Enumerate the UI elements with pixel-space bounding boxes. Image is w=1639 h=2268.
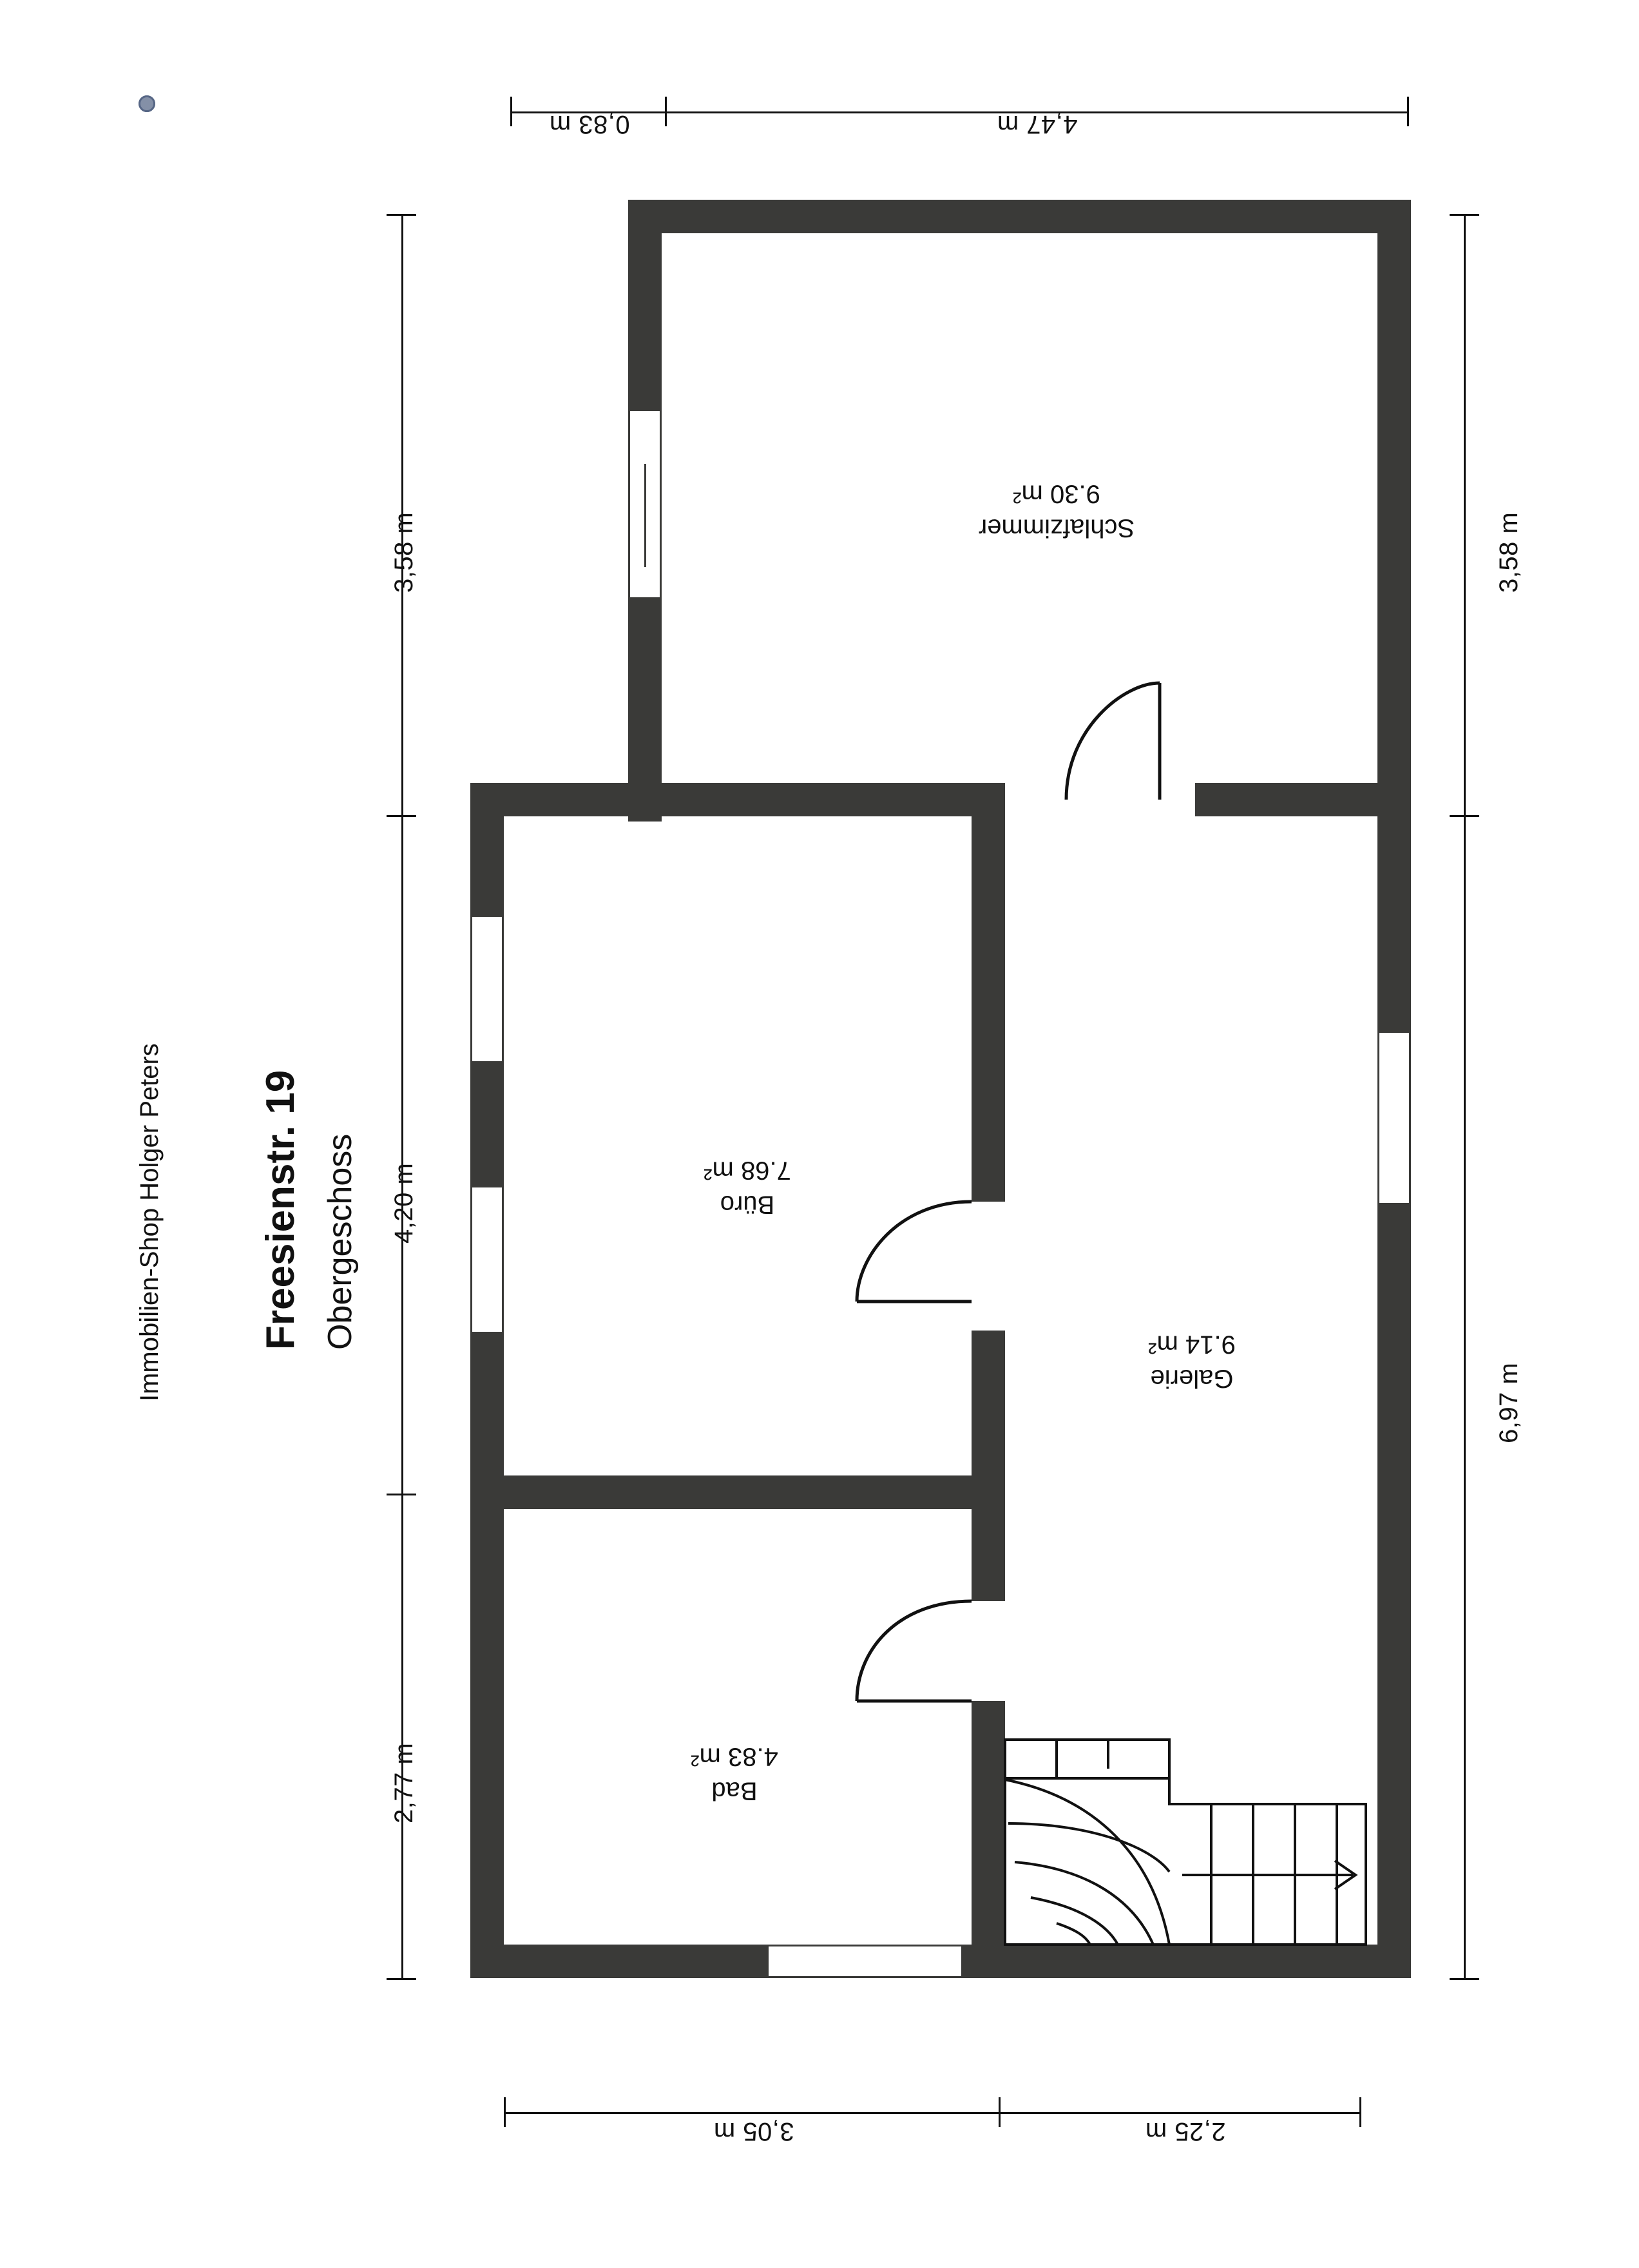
door-opening-buero xyxy=(972,1202,1005,1331)
wall-buero-bad xyxy=(504,1475,972,1509)
room-area: 9.30 m² xyxy=(1013,479,1100,508)
door-opening-bad xyxy=(972,1601,1005,1701)
window-buero-lower xyxy=(470,1186,504,1334)
dim-label-top-right: 4,47 m xyxy=(997,110,1078,139)
wall-mid-horizontal-right xyxy=(1195,783,1411,816)
room-label-galerie xyxy=(1069,1327,1314,1396)
room-label-bad xyxy=(612,1740,857,1808)
dim-label-bottom-right: 2,25 m xyxy=(1145,2117,1226,2146)
dim-label-right-bottom: 6,97 m xyxy=(1495,1362,1523,1443)
wall-interior-vertical-3 xyxy=(972,1701,1005,1978)
page-title: Freesienstr. 19 xyxy=(258,1070,303,1350)
room-area: 9.14 m² xyxy=(1148,1330,1236,1359)
room-name: Schlafzimmer xyxy=(978,514,1135,543)
door-opening-schlafzimmer xyxy=(1066,783,1195,816)
room-name: Bad xyxy=(711,1776,758,1805)
wall-left-bedroom xyxy=(628,200,662,409)
room-area: 4.83 m² xyxy=(691,1742,778,1771)
wall-right-lower xyxy=(1377,783,1411,1978)
floor-subtitle: Obergeschoss xyxy=(321,1133,359,1350)
wall-interior-vertical-2 xyxy=(972,1331,1005,1601)
room-area: 7.68 m² xyxy=(704,1156,791,1185)
room-label-schlafzimmer xyxy=(921,477,1192,545)
dim-label-left-bottom: 2,77 m xyxy=(390,1742,418,1823)
wall-right-upper xyxy=(1377,200,1411,822)
room-label-buero xyxy=(625,1153,870,1222)
header-company: Immobilien-Shop Holger Peters xyxy=(135,1043,164,1401)
wall-mid-horizontal xyxy=(470,783,1005,816)
wall-top xyxy=(628,200,1411,233)
dim-label-right-top: 3,58 m xyxy=(1495,512,1523,593)
window-bad xyxy=(767,1945,963,1978)
window-bedroom-pane xyxy=(644,464,646,567)
dim-label-bottom-left: 3,05 m xyxy=(713,2117,794,2146)
window-galerie xyxy=(1377,1031,1411,1205)
wall-interior-vertical xyxy=(972,783,1005,1202)
window-buero-upper xyxy=(470,915,504,1063)
dim-label-left-middle: 4,20 m xyxy=(390,1162,418,1244)
room-name: Galerie xyxy=(1150,1364,1234,1393)
dim-label-top-left: 0,83 m xyxy=(549,110,630,139)
room-name: Büro xyxy=(720,1190,775,1219)
dim-label-left-top: 3,58 m xyxy=(390,512,418,593)
